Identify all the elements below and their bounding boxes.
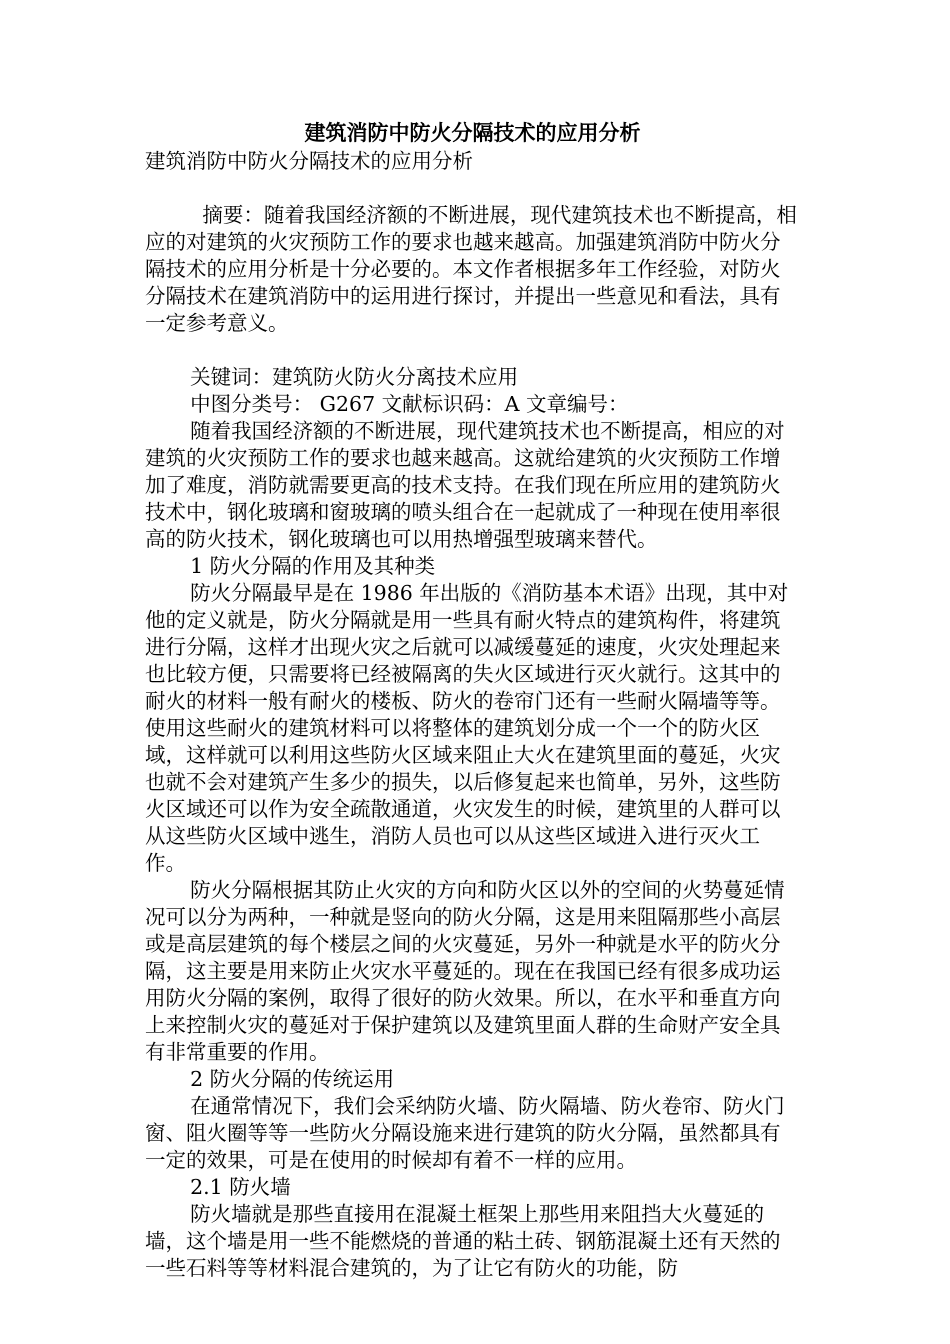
- spacer: [145, 337, 800, 364]
- document-subtitle: 建筑消防中防火分隔技术的应用分析: [145, 149, 473, 173]
- spacer: [145, 175, 800, 202]
- document-page: [145, 118, 800, 1282]
- document-title: 建筑消防中防火分隔技术的应用分析: [304, 120, 641, 145]
- intro-paragraph: 随着我国经济额的不断进展，现代建筑技术也不断提高，相应的对建筑的火灾预防工作的要求也越来越高。这就给建筑的火灾预防工作增加了难度，消防就需要更高的技术支持。在我们现在所应用的建筑防火技术中，钢化玻璃和窗玻璃的喷头组合在一起就成了一种现在使用率很高的防火技术，钢化玻璃也可以用热增强型玻璃来替代。: [145, 419, 785, 551]
- section-1-paragraph-2: 防火分隔根据其防止火灾的方向和防火区以外的空间的火势蔓延情况可以分为两种，一种就是竖向的防火分隔，这是用来阻隔那些小高层或是高层建筑的每个楼层之间的火灾蔓延，另外一种就是水平的防火分隔，这主要是用来防止火灾水平蔓延的。现在在我国已经有很多成功运用防火分隔的案例，取得了很好的防火效果。所以，在水平和垂直方向上来控制火灾的蔓延对于保护建筑以及建筑里面人群的生命财产安全具有非常重要的作用。: [145, 878, 785, 1064]
- keywords-line: 关键词：建筑防火防火分离技术应用: [190, 365, 519, 389]
- section-1-paragraph-1: 防火分隔最早是在 1986 年出版的《消防基本术语》出现，其中对他的定义就是，防火分隔就是用一些具有耐火特点的建筑构件，将建筑进行分隔，这样才出现火灾之后就可以减缓蔓延的速度，火灾处理起来也比较方便，只需要将已经被隔离的失火区域进行灭火就行。这其中的耐火的材料一般有耐火的楼板、防火的卷帘门还有一些耐火隔墙等等。使用这些耐火的建筑材料可以将整体的建筑划分成一个一个的防火区域，这样就可以利用这些防火区域来阻止大火在建筑里面的蔓延，火灾也就不会对建筑产生多少的损失，以后修复起来也简单，另外，这些防火区域还可以作为安全疏散通道，火灾发生的时候，建筑里的人群可以从这些防火区域中逃生，消防人员也可以从这些区域进入进行灭火工作。: [145, 581, 789, 875]
- classification-line: 中图分类号： G267 文献标识码：A 文章编号：: [190, 392, 629, 416]
- section-1-heading: 1 防火分隔的作用及其种类: [190, 554, 436, 578]
- section-2-paragraph-1: 在通常情况下，我们会采纳防火墙、防火隔墙、防火卷帘、防火门窗、阻火圈等等一些防火分隔设施来进行建筑的防火分隔，虽然都具有一定的效果，可是在使用的时候却有着不一样的应用。: [145, 1094, 785, 1172]
- abstract-paragraph: 摘要：随着我国经济额的不断进展，现代建筑技术也不断提高，相应的对建筑的火灾预防工作的要求也越来越高。加强建筑消防中防火分隔技术的应用分析是十分必要的。本文作者根据多年工作经验，对防火分隔技术在建筑消防中的运用进行探讨，并提出一些意见和看法，具有一定参考意义。: [145, 203, 797, 335]
- section-2-heading: 2 防火分隔的传统运用: [190, 1067, 395, 1091]
- section-2-1-paragraph-1: 防火墙就是那些直接用在混凝土框架上那些用来阻挡大火蔓延的墙，这个墙是用一些不能燃烧的普通的粘土砖、钢筋混凝土还有天然的一些石料等等材料混合建筑的，为了让它有防火的功能，防: [145, 1202, 781, 1280]
- section-2-1-heading: 2.1 防火墙: [190, 1175, 291, 1199]
